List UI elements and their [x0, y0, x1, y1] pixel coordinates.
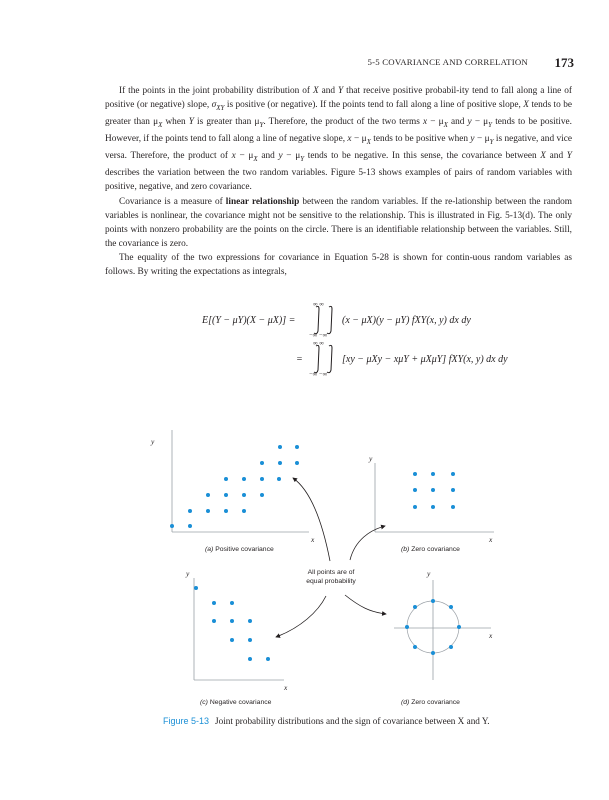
- text-run: Y: [488, 121, 493, 130]
- annotation-line-2: equal probability: [306, 578, 356, 585]
- arrow-to-panel-a: [293, 478, 330, 561]
- text-run: Y: [300, 155, 305, 164]
- panel-a-ylabel: y: [151, 437, 155, 446]
- panel-d-point: [449, 605, 453, 609]
- panel-a-point: [242, 477, 246, 481]
- equation-lhs: E[(Y − μY)(X − μX)] =: [202, 315, 296, 326]
- text-run: X: [443, 121, 448, 130]
- text-run: Y: [188, 117, 194, 128]
- panel-d-point: [405, 625, 409, 629]
- text-run: X: [366, 138, 371, 147]
- panel-b-point: [431, 488, 435, 492]
- panel-c-point: [230, 601, 234, 605]
- text-run: X: [313, 86, 319, 96]
- panel-a-point: [188, 524, 192, 528]
- text-run: tends to be negative. In this sense, the covariance between: [304, 151, 541, 162]
- text-run: The equality of the two expressions for covariance in Equation 5-28 is shown for contin-uous random variables as follows. By writing the expectations as integrals,: [105, 253, 572, 278]
- panel-a-point: [206, 493, 210, 497]
- text-run: μ: [153, 117, 159, 128]
- text-run: and: [257, 151, 279, 162]
- panel-d-point: [431, 651, 435, 655]
- text-run: is negative, and vice versa. Therefore, the product of: [105, 134, 572, 162]
- panel-c-caption: (c) Negative covariance: [200, 699, 272, 706]
- panel-c-axes: [194, 578, 284, 680]
- text-run: − μ: [282, 151, 301, 162]
- panel-d-axes: [394, 580, 491, 680]
- panel-c-point: [194, 586, 198, 590]
- panel-b-point: [413, 488, 417, 492]
- text-run: . Therefore, the product of the two terms: [263, 117, 423, 128]
- panel-b-xlabel: x: [489, 535, 493, 544]
- equation-line-1: (x − μX)(y − μY) fXY(x, y) dx dy: [342, 315, 471, 326]
- text-run: y: [278, 151, 283, 162]
- text-run: and: [318, 86, 339, 96]
- text-run: Y: [259, 121, 264, 130]
- panel-b-point: [413, 505, 417, 509]
- panel-a-point: [295, 445, 299, 449]
- panel-a-point: [260, 493, 264, 497]
- text-run: − μ: [235, 151, 254, 162]
- text-run: − μ: [474, 134, 490, 145]
- panel-d-point: [457, 625, 461, 629]
- text-run: Y: [338, 86, 344, 96]
- panel-c-ylabel: y: [186, 569, 190, 578]
- panel-d-caption: (d) Zero covariance: [401, 699, 460, 706]
- panel-d-ylabel: y: [427, 569, 431, 578]
- text-run: − μ: [471, 117, 489, 128]
- text-run: tends to be positive when: [370, 134, 471, 145]
- scatter-points: [170, 445, 461, 661]
- panel-b-caption: (b) Zero covariance: [401, 546, 460, 553]
- text-run: x: [231, 151, 236, 162]
- figure-number: Figure 5-13: [163, 716, 210, 726]
- text-run: X: [540, 151, 546, 162]
- text-run: is positive (or negative). If the points tend to fall along a line of positive slope,: [224, 100, 524, 111]
- panel-a-point: [242, 509, 246, 513]
- text-run: describes the variation between the two random variables. Figure 5-13 shows examples of pairs of random variables with positive, negative, and zero covariance.: [105, 168, 572, 193]
- text-run: Covariance is a measure of: [119, 196, 226, 207]
- panel-a-point: [278, 445, 282, 449]
- text-run: linear relationship: [225, 196, 300, 207]
- text-run: tends to be greater than: [105, 100, 572, 128]
- section-title: 5-5 COVARIANCE AND CORRELATION: [367, 57, 528, 67]
- panel-a-point: [242, 493, 246, 497]
- text-run: x: [422, 117, 428, 128]
- panel-b-point: [413, 472, 417, 476]
- panel-a-point: [224, 509, 228, 513]
- text-run: between the random variables. If the re-lationship between the random variables is nonlinear, the covariance might not be sensitive to the relationship. This is illustrated in Fig. 5-13(d). The only points with nonzero probability are the points on the circle. There is an identifiable relationship between the variables. Still, the covariance is zero.: [105, 196, 573, 249]
- text-run: and: [545, 151, 567, 162]
- panel-c-xlabel: x: [284, 683, 288, 692]
- annotation-line-1: All points are of: [307, 569, 355, 576]
- panel-a-axes: [172, 430, 309, 532]
- equation-line-2: [xy − μXy − xμY + μXμY] fXY(x, y) dx dy: [342, 354, 508, 365]
- equation-lower-limits-1: −∞ −∞: [309, 332, 328, 339]
- arrow-to-panel-c: [276, 596, 326, 637]
- panel-b-point: [431, 472, 435, 476]
- panel-a-point: [277, 477, 281, 481]
- panel-c-point: [212, 619, 216, 623]
- panel-d-point: [413, 605, 417, 609]
- equal-probability-annotation: [291, 568, 371, 586]
- panel-a-point: [170, 524, 174, 528]
- panel-d-point: [413, 645, 417, 649]
- text-run: tends to be positive. However, if the points tend to fall along a line of negative slope,: [105, 117, 572, 145]
- panel-c-point: [230, 619, 234, 623]
- text-run: that receive positive probabil-ity tend to fall along a line of positive (or negative) slope,: [105, 86, 573, 111]
- text-run: y: [467, 117, 472, 128]
- panel-b-point: [451, 488, 455, 492]
- panel-c-point: [248, 638, 252, 642]
- panel-a-point: [224, 493, 228, 497]
- figure-caption: [163, 716, 490, 726]
- equation-equals: =: [296, 354, 303, 365]
- equation-upper-limits-1: ∞ ∞: [313, 301, 324, 308]
- panel-b-point: [431, 505, 435, 509]
- text-run: − μ: [427, 117, 444, 128]
- panel-a-point: [206, 509, 210, 513]
- text-run: σ: [211, 100, 217, 111]
- panel-a-point: [188, 509, 192, 513]
- panel-d-xlabel: x: [489, 631, 493, 640]
- arrow-to-panel-b: [350, 526, 385, 560]
- text-run: Y: [489, 138, 494, 147]
- panel-a-point: [224, 477, 228, 481]
- text-run: − μ: [351, 134, 367, 145]
- panel-c-point: [230, 638, 234, 642]
- text-run: If the points in the joint probability distribution of: [119, 86, 313, 96]
- text-run: when: [162, 117, 189, 128]
- panel-a-caption: (a) Positive covariance: [205, 546, 274, 553]
- text-run: y: [470, 134, 475, 145]
- panel-d-point: [449, 645, 453, 649]
- text-run: and: [447, 117, 468, 128]
- panel-b-point: [451, 472, 455, 476]
- text-run: μ: [254, 117, 260, 128]
- figure-caption-text: Joint probability distributions and the sign of covariance between X and Y.: [215, 716, 490, 726]
- panel-b-point: [451, 505, 455, 509]
- text-run: X: [523, 100, 529, 111]
- panel-c-point: [266, 657, 270, 661]
- page-number: 173: [554, 55, 574, 70]
- equation-lower-limits-2: −∞ −∞: [309, 371, 328, 378]
- panel-d-point: [431, 599, 435, 603]
- panel-a-point: [278, 461, 282, 465]
- panel-c-point: [212, 601, 216, 605]
- panel-b-ylabel: y: [369, 454, 373, 463]
- arrow-to-panel-d: [345, 595, 386, 614]
- panel-a-point: [295, 461, 299, 465]
- panel-c-point: [248, 657, 252, 661]
- panel-a-xlabel: x: [311, 535, 315, 544]
- text-run: X: [253, 155, 258, 164]
- text-run: x: [347, 134, 352, 145]
- panel-a-point: [260, 461, 264, 465]
- equation-upper-limits-2: ∞ ∞: [313, 340, 324, 347]
- text-run: X: [158, 121, 163, 130]
- panel-a-point: [260, 477, 264, 481]
- text-run: Y: [566, 151, 572, 162]
- panel-c-point: [248, 619, 252, 623]
- text-run: XY: [216, 104, 225, 113]
- text-run: is greater than: [193, 117, 255, 128]
